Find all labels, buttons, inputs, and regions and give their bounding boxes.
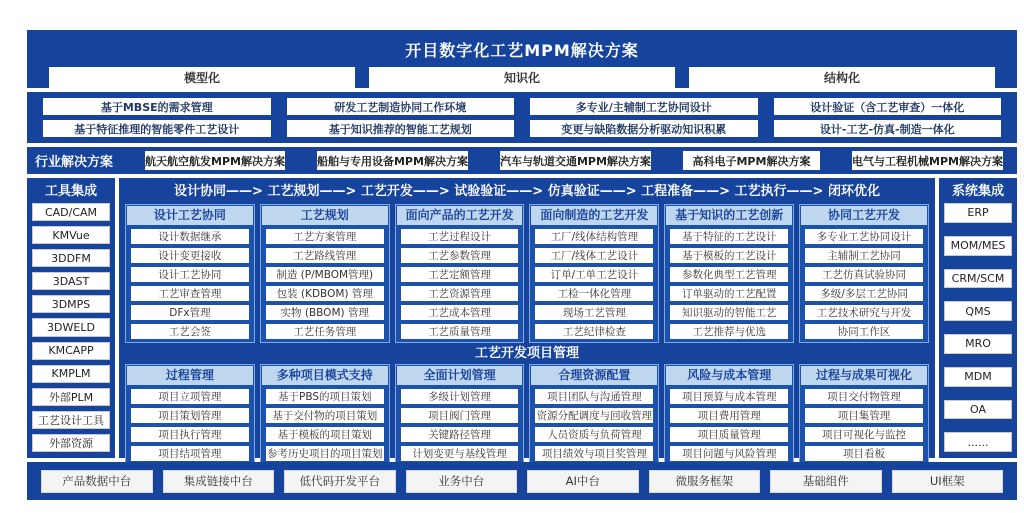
system-item: OA: [944, 400, 1012, 420]
capability-row-1: [27, 98, 1017, 115]
capabilities-band: [27, 92, 1017, 143]
process-item: 工艺路线管理: [266, 248, 384, 263]
tool-list: [32, 203, 110, 452]
process-column-items: [396, 226, 524, 344]
process-column-items: [665, 226, 793, 344]
project-management-title: 工艺开发项目管理: [474, 346, 579, 361]
system-item: QMS: [944, 301, 1012, 321]
platform-box: AI中台: [527, 470, 639, 493]
process-item: 实物 (BBOM) 管理: [266, 305, 384, 320]
project-item: 资源分配调度与回收管理: [536, 410, 653, 422]
process-column-items: [800, 226, 928, 344]
system-item: ERP: [944, 203, 1012, 223]
process-item: 订单驱动的工艺配置: [670, 286, 788, 301]
capability-box: 基于MBSE的需求管理: [43, 98, 271, 115]
tool-item: 3DMPS: [32, 295, 110, 313]
process-item: 工艺会签: [131, 324, 249, 339]
process-item: 工艺推荐与优选: [670, 324, 788, 339]
capability-box: 设计验证（含工艺审查）一体化: [774, 98, 1002, 115]
project-item: 基于模板的项目策划: [266, 427, 384, 442]
process-columns: [125, 204, 929, 343]
system-list: [944, 203, 1012, 452]
process-item: 参数化典型工艺管理: [670, 267, 788, 282]
industry-solution-row: [145, 151, 1003, 170]
process-column: [260, 204, 390, 343]
system-item: MRO: [944, 334, 1012, 354]
process-item: 工艺过程设计: [401, 229, 519, 244]
tool-item: KMVue: [32, 226, 110, 244]
platform-box: 微服务框架: [649, 470, 761, 493]
project-column: [395, 364, 525, 467]
project-item: 项目团队与沟通管理: [535, 389, 653, 404]
tool-item: 外部资源: [32, 434, 110, 452]
project-column: [799, 364, 929, 467]
industry-solution-box: 船舶与专用设备MPM解决方案: [317, 151, 468, 170]
project-column-title: 过程与成果可视化: [801, 366, 927, 385]
process-item: 工艺方案管理: [266, 229, 384, 244]
process-column-title: 工艺规划: [262, 206, 388, 225]
process-column-items: [530, 226, 658, 344]
capability-row-2: [27, 120, 1017, 137]
project-item: 项目绩效与项目奖管理: [535, 446, 653, 461]
process-item: 工艺资源管理: [401, 286, 519, 301]
process-column-title: 面向产品的工艺开发: [397, 206, 523, 225]
platform-box: 基础组件: [770, 470, 882, 493]
project-item: 基于PBS的项目策划: [266, 389, 384, 404]
process-item: 工检一体化管理: [535, 286, 653, 301]
process-item: 订单/工单工艺设计: [535, 267, 653, 282]
project-column-title: 全面计划管理: [397, 366, 523, 385]
industry-label: 行业解决方案: [35, 155, 114, 170]
title-band: [27, 30, 1017, 88]
project-column-items: [126, 386, 254, 466]
industry-solution-box: 航天航空航发MPM解决方案: [145, 151, 285, 170]
process-column: [125, 204, 255, 343]
process-item: 工艺定额管理: [401, 267, 519, 282]
project-item: 项目交付物管理: [805, 389, 923, 404]
project-item: 多级计划管理: [401, 389, 519, 404]
capability-box: 设计-工艺-仿真-制造一体化: [774, 120, 1002, 137]
tool-item: CAD/CAM: [32, 203, 110, 221]
process-item: 设计变更接收: [131, 248, 249, 263]
project-item: 项目可视化与监控: [805, 427, 923, 442]
tool-item: 3DAST: [32, 272, 110, 290]
process-item: DFx管理: [131, 305, 249, 320]
project-item: 项目看板: [805, 446, 923, 461]
project-item: 项目费用管理: [670, 408, 788, 423]
capability-box: 多专业/主辅制工艺协同设计: [530, 98, 758, 115]
platform-box: 集成链接中台: [163, 470, 275, 493]
capability-box: 研发工艺制造协同工作环境: [287, 98, 515, 115]
process-column: [395, 204, 525, 343]
project-item: 项目阀门管理: [401, 408, 519, 423]
pillar-box: 结构化: [689, 67, 995, 88]
project-item: 参考历史项目的项目策划: [266, 448, 383, 460]
process-item: 设计数据继承: [131, 229, 249, 244]
industry-solution-box: 电气与工程机械MPM解决方案: [852, 151, 1003, 170]
project-item: 关键路径管理: [401, 427, 519, 442]
tool-item: 工艺设计工具: [32, 411, 110, 429]
project-column-title: 风险与成本管理: [666, 366, 792, 385]
process-item: 工艺纪律检查: [535, 324, 653, 339]
project-item: 项目问题与风险管理: [670, 446, 788, 461]
tools-panel-title: 工具集成: [44, 184, 97, 199]
process-column: [799, 204, 929, 343]
industry-solution-box: 高科电子MPM解决方案: [683, 151, 820, 170]
project-column: [664, 364, 794, 467]
pillar-box: 知识化: [369, 67, 675, 88]
project-column-items: [800, 386, 928, 466]
process-column-items: [126, 226, 254, 344]
project-column-items: [665, 386, 793, 466]
project-column-items: [396, 386, 524, 466]
project-item: 项目集管理: [805, 408, 923, 423]
pillar-row: [27, 61, 1017, 88]
process-item: 工艺技术研究与开发: [805, 305, 923, 320]
platform-box: 产品数据中台: [41, 470, 153, 493]
process-item: 设计工艺协同: [131, 267, 249, 282]
project-item: 人员资质与负荷管理: [535, 427, 653, 442]
platform-box: UI框架: [892, 470, 1004, 493]
process-item: 现场工艺管理: [535, 305, 653, 320]
project-column: [125, 364, 255, 467]
project-item: 项目结项管理: [131, 446, 249, 461]
process-item: 工艺参数管理: [401, 248, 519, 263]
platform-band: [27, 462, 1017, 500]
project-item: 计划变更与基线管理: [401, 446, 519, 461]
process-item: 制造 (P/MBOM管理): [266, 267, 384, 282]
tool-item: 3DWELD: [32, 318, 110, 336]
process-column: [529, 204, 659, 343]
process-item: 多级/多层工艺协同: [805, 286, 923, 301]
tools-panel: [27, 178, 115, 458]
tool-item: 3DDFM: [32, 249, 110, 267]
project-columns: [125, 364, 929, 467]
platform-box: 业务中台: [406, 470, 518, 493]
capability-box: 基于知识推荐的智能工艺规划: [287, 120, 515, 137]
process-item: 基于模板的工艺设计: [670, 248, 788, 263]
project-column-title: 多种项目模式支持: [262, 366, 388, 385]
process-column-title: 协同工艺开发: [801, 206, 927, 225]
industry-band: [27, 147, 1017, 174]
process-item: 主辅制工艺协同: [805, 248, 923, 263]
systems-panel: [939, 178, 1017, 458]
process-flow: 设计协同——> 工艺规划——> 工艺开发——> 试验验证——> 仿真验证——> 工程准备——> 工艺执行——> 闭环优化: [174, 184, 880, 199]
tool-item: 外部PLM: [32, 388, 110, 406]
industry-solution-box: 汽车与轨道交通MPM解决方案: [500, 151, 651, 170]
process-panel: [119, 178, 935, 458]
tool-item: KMPLM: [32, 365, 110, 383]
system-item: MDM: [944, 367, 1012, 387]
process-item: 工厂/线体结构管理: [535, 229, 653, 244]
project-column-items: [261, 386, 389, 466]
project-column: [529, 364, 659, 467]
process-item: 工艺审查管理: [131, 286, 249, 301]
process-item: 工艺成本管理: [401, 305, 519, 320]
system-item: CRM/SCM: [944, 269, 1012, 289]
system-item: ......: [944, 432, 1012, 452]
systems-panel-title: 系统集成: [951, 184, 1004, 199]
process-column-title: 面向制造的工艺开发: [531, 206, 657, 225]
process-item: 工厂/线体工艺设计: [535, 248, 653, 263]
project-column: [260, 364, 390, 467]
process-item: 协同工作区: [805, 324, 923, 339]
process-item: 多专业工艺协同设计: [805, 229, 923, 244]
project-item: 项目预算与成本管理: [670, 389, 788, 404]
process-item: 包装 (KDBOM) 管理: [266, 286, 384, 301]
process-column: [664, 204, 794, 343]
process-column-items: [261, 226, 389, 344]
tool-item: KMCAPP: [32, 342, 110, 360]
process-item: 工艺质量管理: [401, 324, 519, 339]
process-item: 基于特征的工艺设计: [670, 229, 788, 244]
process-item: 知识驱动的智能工艺: [670, 305, 788, 320]
solution-title: 开目数字化工艺MPM解决方案: [405, 41, 639, 60]
project-item: 项目策划管理: [131, 408, 249, 423]
platform-box: 低代码开发平台: [284, 470, 396, 493]
process-column-title: 设计工艺协同: [127, 206, 253, 225]
project-column-title: 过程管理: [127, 366, 253, 385]
system-item: MOM/MES: [944, 236, 1012, 256]
project-item: 项目质量管理: [670, 427, 788, 442]
project-item: 项目执行管理: [131, 427, 249, 442]
project-item: 基于交付物的项目策划: [266, 408, 384, 423]
project-column-title: 合理资源配置: [531, 366, 657, 385]
capability-box: 变更与缺陷数据分析驱动知识积累: [530, 120, 758, 137]
pillar-box: 模型化: [49, 67, 355, 88]
process-item: 工艺任务管理: [266, 324, 384, 339]
process-item: 工艺仿真试验协同: [805, 267, 923, 282]
capability-box: 基于特征推理的智能零件工艺设计: [43, 120, 271, 137]
project-item: 项目立项管理: [131, 389, 249, 404]
process-column-title: 基于知识的工艺创新: [666, 206, 792, 225]
project-column-items: [530, 386, 658, 466]
